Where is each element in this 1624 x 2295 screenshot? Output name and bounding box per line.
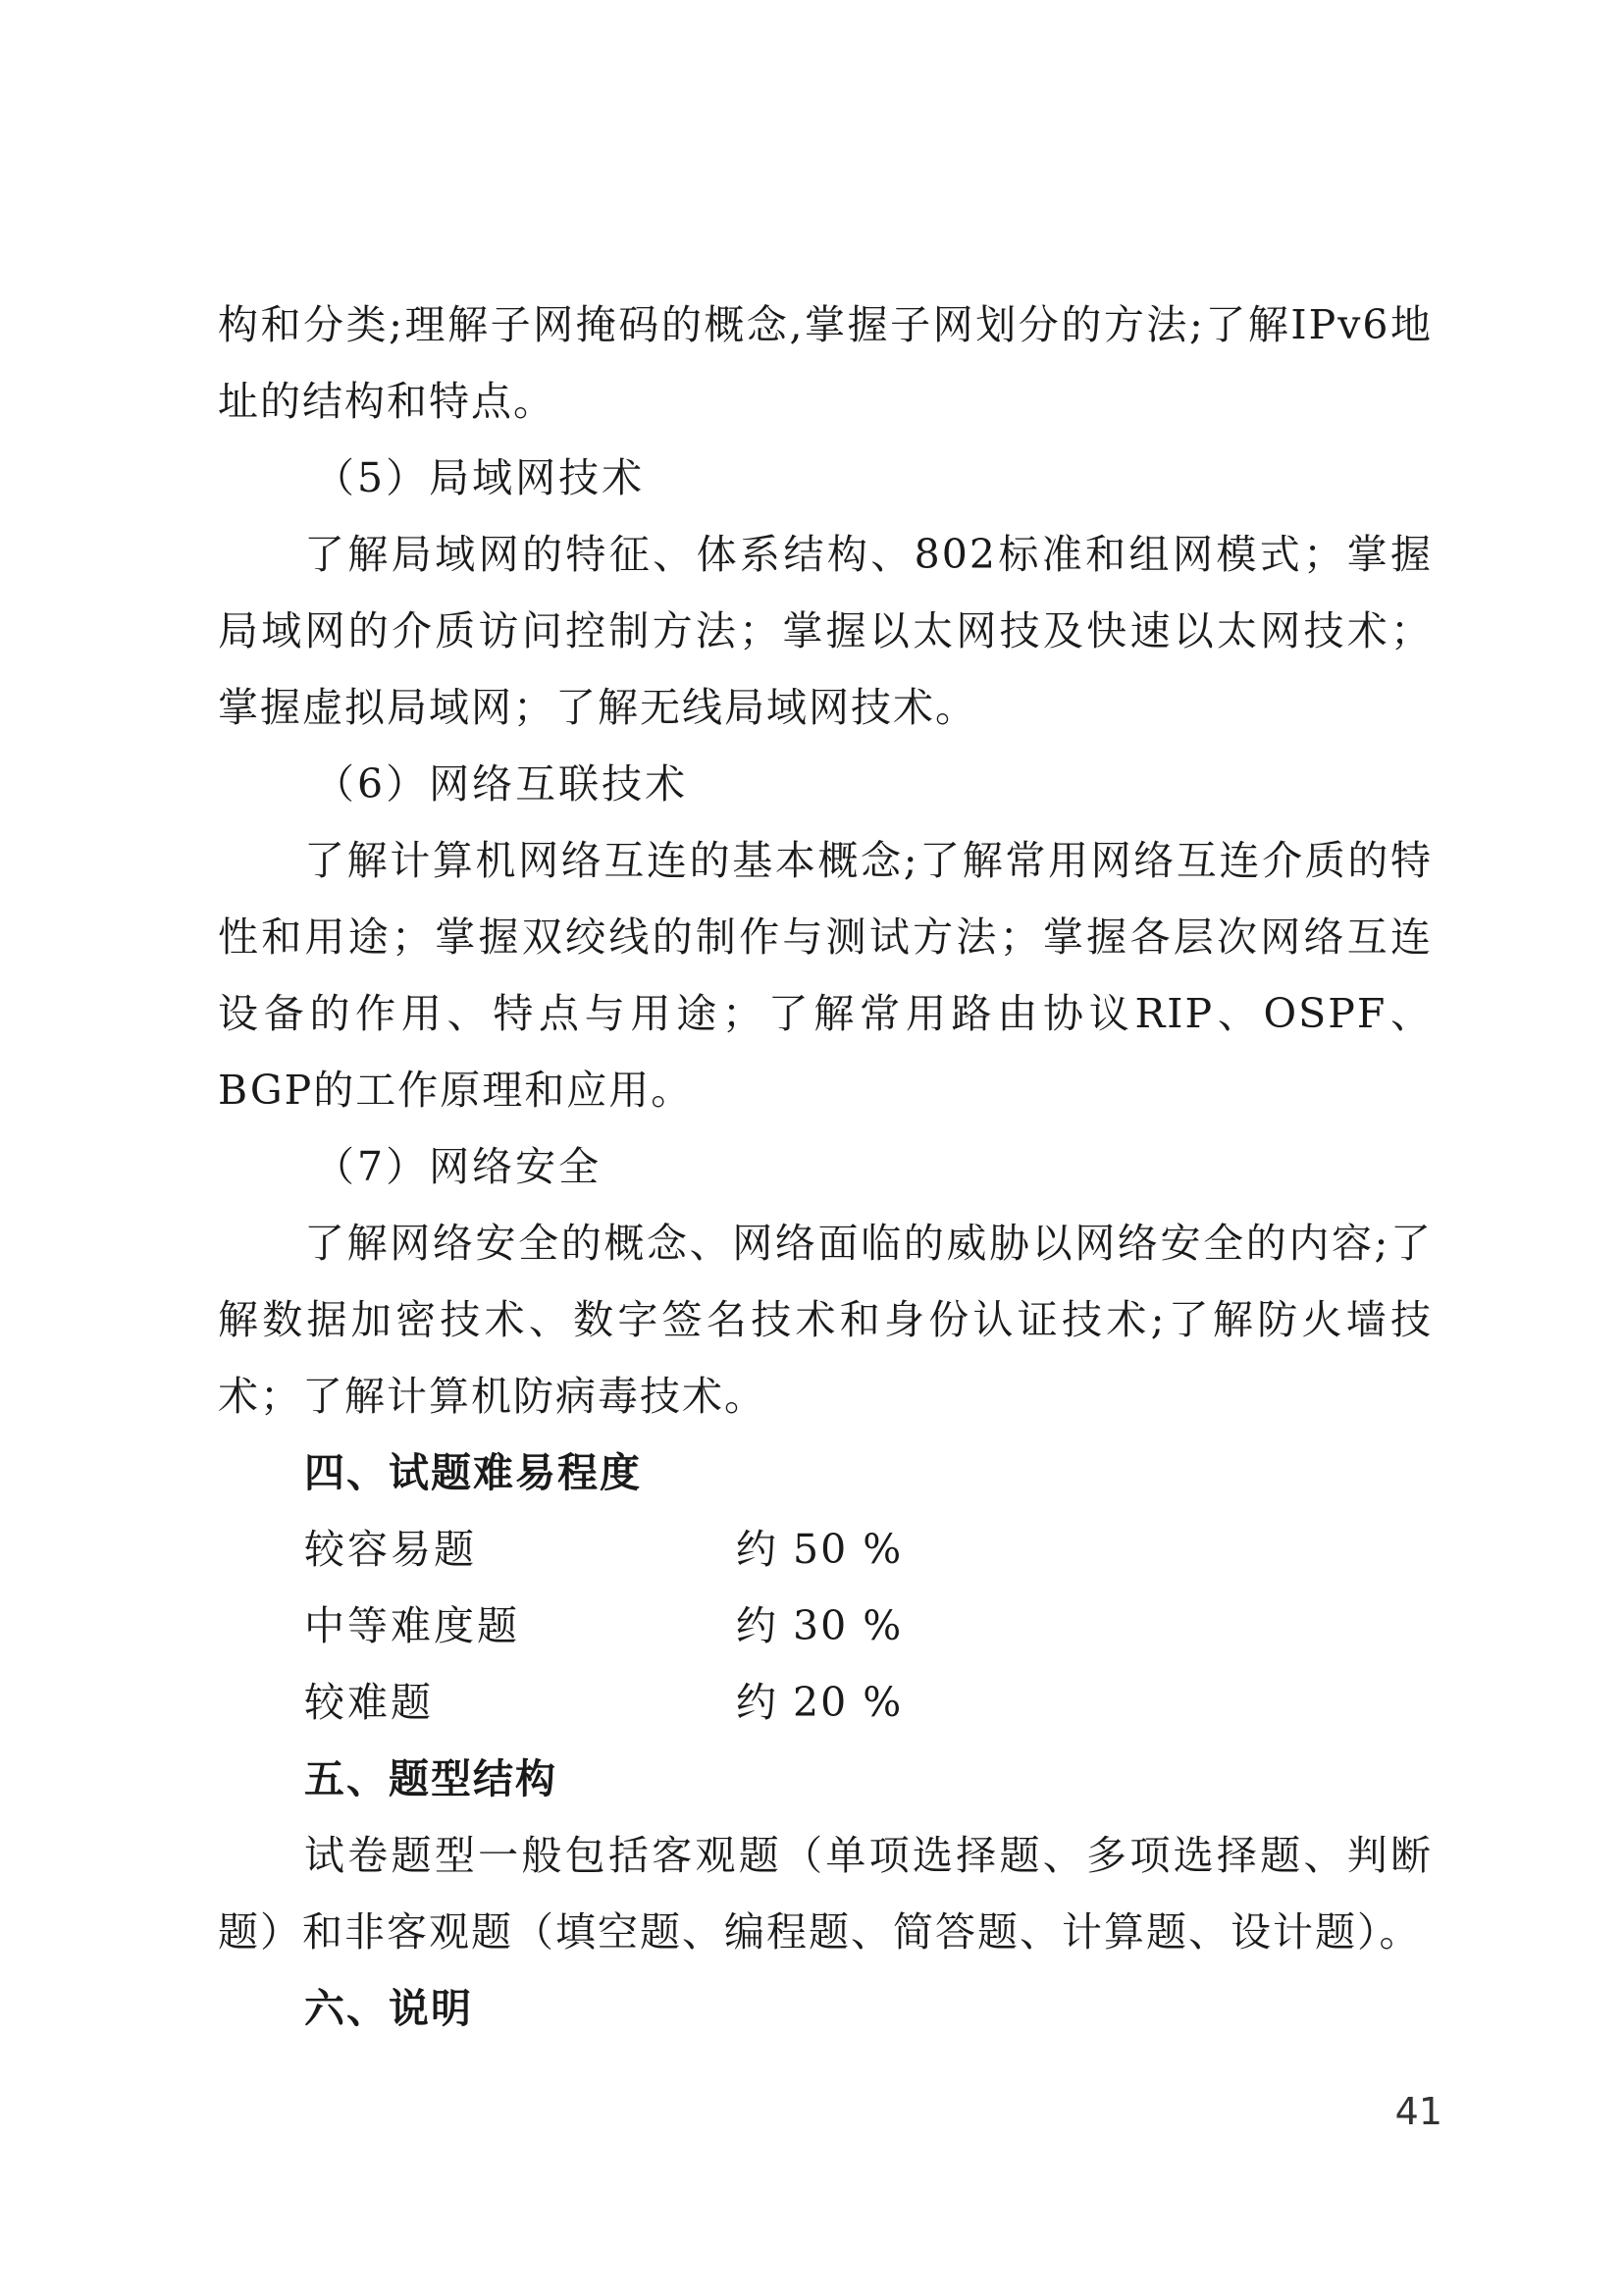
page-content xyxy=(218,287,1433,2047)
subheading-lan: （5）局域网技术 xyxy=(314,454,646,501)
heading-question-types: 五、题型结构 xyxy=(304,1755,557,1802)
paragraph-lan: 了解局域网的特征、体系结构、802标准和组网模式；掌握局域网的介质访问控制方法；掌握以太网技及快速以太网技术；掌握虚拟局域网；了解无线局域网技术。 xyxy=(218,531,1433,731)
difficulty-row-easy xyxy=(218,1511,1433,1588)
difficulty-name: 中等难度题 xyxy=(304,1602,520,1649)
difficulty-row-medium xyxy=(218,1588,1433,1664)
heading-notes: 六、说明 xyxy=(304,1985,473,2032)
difficulty-percent: 约 20 % xyxy=(736,1679,904,1726)
page-number: 41 xyxy=(1394,2090,1442,2133)
paragraph-question-types: 试卷题型一般包括客观题（单项选择题、多项选择题、判断题）和非客观题（填空题、编程题、简答题、计算题、设计题）。 xyxy=(218,1832,1433,1956)
subheading-internetworking: （6）网络互联技术 xyxy=(314,760,689,808)
difficulty-percent: 约 30 % xyxy=(736,1602,904,1649)
paragraph-internetworking: 了解计算机网络互连的基本概念;了解常用网络互连介质的特性和用途；掌握双绞线的制作与测试方法；掌握各层次网络互连设备的作用、特点与用途；了解常用路由协议RIP、OSPF、BGP的工作原理和应用。 xyxy=(218,837,1433,1114)
paragraph-addressing: 构和分类;理解子网掩码的概念,掌握子网划分的方法;了解IPv6地址的结构和特点。 xyxy=(218,301,1433,425)
heading-difficulty: 四、试题难易程度 xyxy=(304,1449,642,1496)
difficulty-row-hard xyxy=(218,1664,1433,1741)
difficulty-name: 较容易题 xyxy=(304,1526,477,1573)
paragraph-security: 了解网络安全的概念、网络面临的威胁以网络安全的内容;了解数据加密技术、数字签名技术和身份认证技术;了解防火墙技术；了解计算机防病毒技术。 xyxy=(218,1220,1433,1420)
subheading-security: （7）网络安全 xyxy=(314,1143,602,1190)
difficulty-name: 较难题 xyxy=(304,1679,434,1726)
difficulty-percent: 约 50 % xyxy=(736,1526,904,1573)
